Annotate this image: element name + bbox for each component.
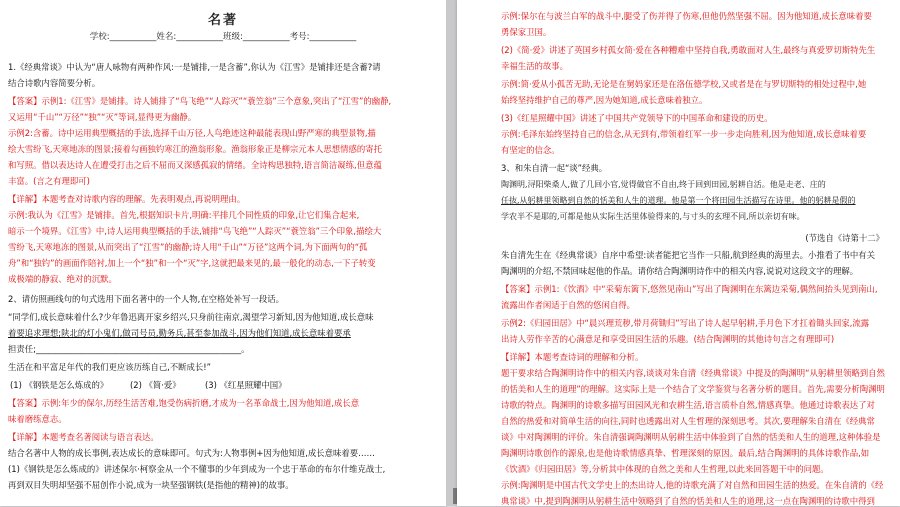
detail-text: 【详解】本题考查对诗歌内容的理解。先表明观点,再说明理由。 <box>8 194 246 204</box>
question-heading: 3、和朱自清一起“谈”经典。 <box>501 163 608 173</box>
answer-text: 又运用“千山”“万径”“独”“灭”等词,显得更为幽静。 <box>8 112 197 122</box>
detail-text: 示例:陶渊明是中国古代文学史上的杰出诗人,他的诗歌充满了对自然和田园生活的热爱。在朱自清的《经 <box>501 480 884 490</box>
detail-text: 【详解】本题考查诗词的理解和分析。 <box>501 352 644 362</box>
quote-line: 陶渊明,浔阳柴桑人,做了几回小官,觉得做官不自由,终于回到田园,躬耕自活。他是走老、庄的 <box>501 180 826 189</box>
answer-text: 【答案】示例1:《饮酒》中“采菊东篱下,悠然见南山”写出了陶渊明在东篱边采菊,偶然间抬头见到南山, <box>501 284 878 294</box>
detail-text: 结合名著中人物的成长事例,表达成长的意味即可。句式为:人物事例+因为他知道,成长意味着要…… <box>8 448 375 458</box>
detail-text: 陶渊明诗歌创作的源泉,也是他诗歌情感真挚、哲理深刻的原因。最后,结合陶渊明的具体诗歌作品,如 <box>501 448 870 458</box>
option-item: (2) 《简·爱》 <box>130 380 181 390</box>
detail-text: 示例:我认为《江雪》是铺排。首先,根据知识卡片,明确:平排几个同性质的印象,让它们集合起来, <box>8 210 360 220</box>
answer-text: 【答案】示例:年少的保尔,历经生活苦难,饱受伤病折磨,才成为一名革命战士,因为他知道,成长意 <box>8 398 360 408</box>
question-text: 生活在和平富足年代的我们更应该历练自己,不断成长!” <box>8 362 211 372</box>
question-text: “同学们,成长意味着什么?少年鲁迅离开家乡绍兴,只身前往南京,渴望学习新知,因为他知道,成长意味 <box>8 312 374 322</box>
answer-text: 【答案】示例1:《江雪》是铺排。诗人铺排了“鸟飞绝”“人踪灭”“蓑笠翁”三个意象,突出了“江雪”的幽静, <box>8 96 392 106</box>
underlined-sentence: 着要追求理想;陕北的灯小鬼们,做司号员,勤务兵,甚至参加战斗,因为他们知道,成长意味着要承 <box>8 328 351 338</box>
answer-text: 勇保家卫国。 <box>501 27 552 37</box>
quote-line: 学农半不是耶的,可都是他从实际生活里体验得来的,与寸头的玄理不同,所以亲切有味。 <box>501 212 805 221</box>
quote-line-underlined: 任抜,从躬耕里领略到自然的恬美和人生的道理。他是第一个将田园生活描写在诗里。他的躬耕是假的 <box>501 196 856 205</box>
answer-text: 示例:毛泽东始终坚持自己的信念,从无到有,带领着红军一步一步走向胜利,因为他知道,成长意味着要 <box>501 129 867 139</box>
answer-text: 示例:简·爱从小孤苦无助,无论是在舅妈家还是在洛伍德学校,又或者是在与罗切斯特的相处过程中,她 <box>501 79 867 89</box>
quote-source: (节选自《诗第十二》 <box>805 233 884 243</box>
fill-blank-line: 担责任;_________________________________________________。 <box>8 344 250 354</box>
detail-text: 自然的热爱和对简单生活的向往,同时也透露出对人生哲理的深刻思考。其次,要理解朱自清在《经典常 <box>501 416 875 426</box>
question-text: 陶渊明的介绍,不禁回味起他的作品。请你结合陶渊明诗作中的相关内容,说说对这段文字的理解。 <box>501 266 859 276</box>
answer-text: 流露出作者闲适于自然的悠闲自得。 <box>501 300 635 310</box>
detail-text: 雪纷飞,天寒地冻的图景,从而突出了“江雪”的幽静;诗人用“千山”“万径”这两个词,为下面两句的“孤 <box>8 242 368 252</box>
option-item: (3) 《红星照耀中国》 <box>205 380 287 390</box>
answer-text: 示例2:《归园田居》中“晨兴理荒秽,带月荷锄归”写出了诗人起早躬耕,手月色下才扛着锄头回家,流露 <box>501 318 870 328</box>
answer-text: (3)《红星照耀中国》讲述了中国共产党领导下的中国革命和建设的历史。 <box>501 113 773 123</box>
answer-text: 绘大雪纷飞,天寒地冻的图景;接着勾画独钓寒江的渔翁形象。渔翁形象正是柳宗元本人思想情感的寄托 <box>8 144 382 154</box>
question-text: 朱自清先生在《经典常谈》自序中希望:读者能把它当作一只船,航到经典的海里去。小推看了书中有关 <box>501 250 875 260</box>
page-title: 名著 <box>207 13 238 28</box>
answer-text: 始终坚持维护自己的尊严,因为她知道,成长意味着独立。 <box>501 95 708 105</box>
document-page-left <box>0 0 446 506</box>
page-gutter <box>446 0 457 506</box>
student-info-line: 学校:___________姓名:___________班级:___________考号:___________ <box>89 32 357 42</box>
option-item: (1) 《钢铁是怎么炼成的》 <box>10 380 109 390</box>
answer-text: 有坚定的信念。 <box>501 145 560 155</box>
detail-text: 【详解】本题考查名著阅读与语言表达。 <box>8 432 159 442</box>
detail-text: (1)《钢铁是怎么炼成的》讲述保尔·柯察金从一个不懂事的少年到成为一个忠于革命的布尔什维克战士, <box>8 464 386 474</box>
detail-text: 的恬美和人生的道理”的理解。这实际上是一个结合了文学鉴赏与名著分析的题目。首先,需要分析陶渊明 <box>501 384 885 394</box>
detail-text: 《饮酒》《归园田居》等,分析其中体现的自然之美和人生哲理,以此来回答题干中的问题。 <box>501 464 829 474</box>
question-text: 结合诗歌内容简要分析。 <box>8 78 101 88</box>
detail-text: 舟”和“独钓”的画面作陪衬,加上一个“独”和一个“灭”字,这就把最来见的,最一般化的动态,一下子转变 <box>8 258 376 268</box>
detail-text: 典常谈》中,提到陶渊明从躬耕生活中领略到了自然的恬美和人生的道理,这一点在陶渊明的诗歌中得到 <box>501 496 875 506</box>
detail-text: 再到双目失明却坚强不屈创作小说,成为一块坚强钢铁(是指他的精神)的故事。 <box>8 480 294 490</box>
question-text: 2、请仿照画线句的句式选用下面名著中的一个人物,在空格处补写一段话。 <box>8 294 284 304</box>
answer-text: 示例2:含蓄。诗中运用典型概括的手法,选择千山万径,人鸟绝迹这种最能表现山野严寒的典型景物,描 <box>8 128 376 138</box>
detail-text: 谈》中对陶渊明的评价。朱自清强调陶渊明从躬耕生活中体验到了自然的恬美和人生的道理,这种体验是 <box>501 432 881 442</box>
detail-text: 暗示一个境界。《江雪》中,诗人运用典型概括的手法,铺排“鸟飞绝”“人踪灭”“蓑笠翁”三个印象,描绘大 <box>8 226 382 236</box>
detail-text: 题干要求结合陶渊明诗作中的相关内容,谈谈对朱自清《经典常谈》中提及的陶渊明“从躬耕里领略到自然 <box>501 368 885 378</box>
answer-text: 丰富。(言之有理即可) <box>8 176 90 186</box>
answer-text: 幸福生活的故事。 <box>501 61 568 71</box>
question-text: 1.《经典常谈》中认为“唐人咏物有两种作风:一是铺排,一是含蓄”,你认为《江雪》是铺排还是含蓄?请 <box>8 62 381 72</box>
detail-text: 诗歌的特点。陶渊明的诗歌多描写田园风光和农耕生活,语言质朴自然,情感真挚。他通过诗歌表达了对 <box>501 400 875 410</box>
answer-text: 味着磨练意志。 <box>8 414 67 424</box>
answer-text: 和写照。借以表达诗人在遭受打击之后不屈而又深感孤寂的情绪。全诗构思独特,语言简洁凝练,但意蕴 <box>8 160 382 170</box>
detail-text: 成极端的静寂、绝对的沉默。 <box>8 274 117 284</box>
answer-text: 出诗人劳作辛苦的心满意足和享受田园生活的乐趣。(结合陶渊明的其他诗句言之有理即可) <box>501 334 835 344</box>
answer-text: 示例:保尔在与波兰白军的战斗中,腿受了伤并得了伤寒,但他仍然坚强不屈。因为他知道,成长意味着要 <box>501 11 872 21</box>
answer-text: (2)《简·爱》讲述了英国乡村孤女简·爱在各种糟难中坚持自我,勇敢面对人生,最终与真爱罗切斯特先生 <box>501 45 876 55</box>
